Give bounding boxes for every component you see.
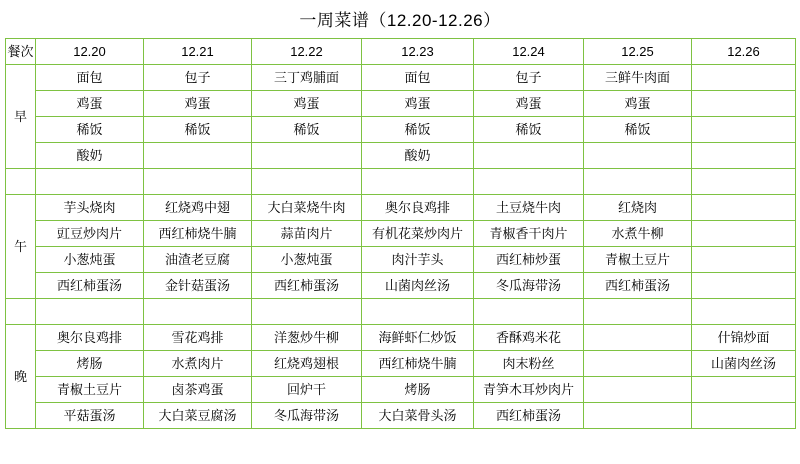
table-row bbox=[6, 325, 796, 351]
menu-cell: 金针菇蛋汤 bbox=[144, 273, 252, 299]
date-header-1: 12.21 bbox=[144, 39, 252, 65]
table-row bbox=[6, 117, 796, 143]
spacer-cell bbox=[474, 299, 584, 325]
menu-cell bbox=[692, 143, 796, 169]
page-title: 一周菜谱（12.20-12.26） bbox=[299, 11, 501, 30]
menu-cell: 鸡蛋 bbox=[584, 91, 692, 117]
spacer-cell bbox=[36, 299, 144, 325]
menu-cell bbox=[144, 143, 252, 169]
menu-cell: 卤茶鸡蛋 bbox=[144, 377, 252, 403]
menu-cell: 稀饭 bbox=[36, 117, 144, 143]
menu-cell: 酸奶 bbox=[36, 143, 144, 169]
menu-cell: 小葱炖蛋 bbox=[36, 247, 144, 273]
menu-cell: 山菌肉丝汤 bbox=[362, 273, 474, 299]
menu-cell: 青椒香干肉片 bbox=[474, 221, 584, 247]
menu-cell: 山菌肉丝汤 bbox=[692, 351, 796, 377]
section-spacer-row bbox=[6, 299, 796, 325]
menu-cell: 大白菜豆腐汤 bbox=[144, 403, 252, 429]
menu-cell bbox=[692, 65, 796, 91]
date-header-6: 12.26 bbox=[692, 39, 796, 65]
menu-cell: 红烧鸡中翅 bbox=[144, 195, 252, 221]
menu-cell: 肉末粉丝 bbox=[474, 351, 584, 377]
menu-cell: 什锦炒面 bbox=[692, 325, 796, 351]
menu-cell bbox=[692, 195, 796, 221]
menu-cell: 稀饭 bbox=[252, 117, 362, 143]
table-row bbox=[6, 403, 796, 429]
menu-cell: 鸡蛋 bbox=[474, 91, 584, 117]
menu-cell: 冬瓜海带汤 bbox=[474, 273, 584, 299]
menu-cell: 三鲜牛肉面 bbox=[584, 65, 692, 91]
menu-cell: 芋头烧肉 bbox=[36, 195, 144, 221]
meal-label-breakfast: 早 bbox=[6, 65, 36, 169]
menu-cell: 青笋木耳炒肉片 bbox=[474, 377, 584, 403]
corner-label: 餐次 bbox=[6, 39, 36, 65]
menu-cell: 鸡蛋 bbox=[252, 91, 362, 117]
table-row bbox=[6, 273, 796, 299]
menu-cell: 油渣老豆腐 bbox=[144, 247, 252, 273]
spacer-cell bbox=[36, 169, 144, 195]
menu-cell: 面包 bbox=[362, 65, 474, 91]
spacer-cell bbox=[362, 169, 474, 195]
menu-cell: 包子 bbox=[474, 65, 584, 91]
spacer-cell bbox=[144, 299, 252, 325]
spacer-cell bbox=[474, 169, 584, 195]
menu-cell: 红烧鸡翅根 bbox=[252, 351, 362, 377]
menu-cell: 鸡蛋 bbox=[36, 91, 144, 117]
menu-cell: 小葱炖蛋 bbox=[252, 247, 362, 273]
menu-cell: 香酥鸡米花 bbox=[474, 325, 584, 351]
menu-cell bbox=[584, 403, 692, 429]
spacer-cell bbox=[252, 169, 362, 195]
date-header-2: 12.22 bbox=[252, 39, 362, 65]
menu-cell bbox=[692, 221, 796, 247]
menu-cell: 土豆烧牛肉 bbox=[474, 195, 584, 221]
menu-cell: 有机花菜炒肉片 bbox=[362, 221, 474, 247]
menu-cell: 酸奶 bbox=[362, 143, 474, 169]
menu-cell bbox=[584, 377, 692, 403]
spacer-cell bbox=[692, 169, 796, 195]
meal-label-lunch: 午 bbox=[6, 195, 36, 299]
menu-cell: 青椒土豆片 bbox=[584, 247, 692, 273]
menu-cell bbox=[692, 247, 796, 273]
menu-cell bbox=[692, 117, 796, 143]
table-row bbox=[6, 143, 796, 169]
spacer-cell bbox=[144, 169, 252, 195]
spacer-cell bbox=[362, 299, 474, 325]
menu-cell: 鸡蛋 bbox=[144, 91, 252, 117]
menu-cell: 烤肠 bbox=[36, 351, 144, 377]
table-row bbox=[6, 377, 796, 403]
menu-cell: 奥尔良鸡排 bbox=[362, 195, 474, 221]
weekly-menu-table bbox=[5, 38, 796, 429]
menu-cell: 西红柿炒蛋 bbox=[474, 247, 584, 273]
menu-cell bbox=[692, 273, 796, 299]
menu-cell bbox=[692, 403, 796, 429]
menu-cell: 蒜苗肉片 bbox=[252, 221, 362, 247]
menu-cell: 稀饭 bbox=[144, 117, 252, 143]
menu-cell: 西红柿蛋汤 bbox=[252, 273, 362, 299]
menu-cell bbox=[584, 143, 692, 169]
menu-cell bbox=[584, 351, 692, 377]
menu-cell: 西红柿蛋汤 bbox=[36, 273, 144, 299]
menu-cell bbox=[692, 377, 796, 403]
menu-cell: 回炉干 bbox=[252, 377, 362, 403]
menu-cell: 鸡蛋 bbox=[362, 91, 474, 117]
menu-cell bbox=[692, 91, 796, 117]
menu-cell: 平菇蛋汤 bbox=[36, 403, 144, 429]
table-row bbox=[6, 351, 796, 377]
menu-cell: 肉汁芋头 bbox=[362, 247, 474, 273]
date-header-3: 12.23 bbox=[362, 39, 474, 65]
menu-cell: 洋葱炒牛柳 bbox=[252, 325, 362, 351]
menu-cell: 青椒土豆片 bbox=[36, 377, 144, 403]
menu-cell: 红烧肉 bbox=[584, 195, 692, 221]
menu-cell: 面包 bbox=[36, 65, 144, 91]
menu-cell: 西红柿蛋汤 bbox=[584, 273, 692, 299]
menu-cell: 西红柿蛋汤 bbox=[474, 403, 584, 429]
table-row bbox=[6, 65, 796, 91]
menu-cell: 大白菜烧牛肉 bbox=[252, 195, 362, 221]
menu-cell: 稀饭 bbox=[362, 117, 474, 143]
menu-cell: 烤肠 bbox=[362, 377, 474, 403]
table-row bbox=[6, 247, 796, 273]
menu-cell: 稀饭 bbox=[474, 117, 584, 143]
menu-cell bbox=[474, 143, 584, 169]
date-header-5: 12.25 bbox=[584, 39, 692, 65]
date-header-0: 12.20 bbox=[36, 39, 144, 65]
table-row bbox=[6, 91, 796, 117]
spacer-cell bbox=[6, 169, 36, 195]
meal-label-dinner: 晚 bbox=[6, 325, 36, 429]
menu-cell: 西红柿烧牛腩 bbox=[362, 351, 474, 377]
menu-cell: 稀饭 bbox=[584, 117, 692, 143]
section-spacer-row bbox=[6, 169, 796, 195]
spacer-cell bbox=[252, 299, 362, 325]
date-header-4: 12.24 bbox=[474, 39, 584, 65]
table-header-row bbox=[6, 39, 796, 65]
menu-cell bbox=[252, 143, 362, 169]
spacer-cell bbox=[584, 299, 692, 325]
spacer-cell bbox=[6, 299, 36, 325]
menu-cell: 水煮牛柳 bbox=[584, 221, 692, 247]
menu-cell: 三丁鸡脯面 bbox=[252, 65, 362, 91]
menu-cell: 大白菜骨头汤 bbox=[362, 403, 474, 429]
menu-cell: 包子 bbox=[144, 65, 252, 91]
menu-cell bbox=[584, 325, 692, 351]
menu-cell: 豇豆炒肉片 bbox=[36, 221, 144, 247]
menu-cell: 奥尔良鸡排 bbox=[36, 325, 144, 351]
menu-cell: 雪花鸡排 bbox=[144, 325, 252, 351]
menu-cell: 冬瓜海带汤 bbox=[252, 403, 362, 429]
table-row bbox=[6, 195, 796, 221]
menu-cell: 西红柿烧牛腩 bbox=[144, 221, 252, 247]
spacer-cell bbox=[584, 169, 692, 195]
menu-cell: 水煮肉片 bbox=[144, 351, 252, 377]
spacer-cell bbox=[692, 299, 796, 325]
menu-cell: 海鲜虾仁炒饭 bbox=[362, 325, 474, 351]
table-row bbox=[6, 221, 796, 247]
